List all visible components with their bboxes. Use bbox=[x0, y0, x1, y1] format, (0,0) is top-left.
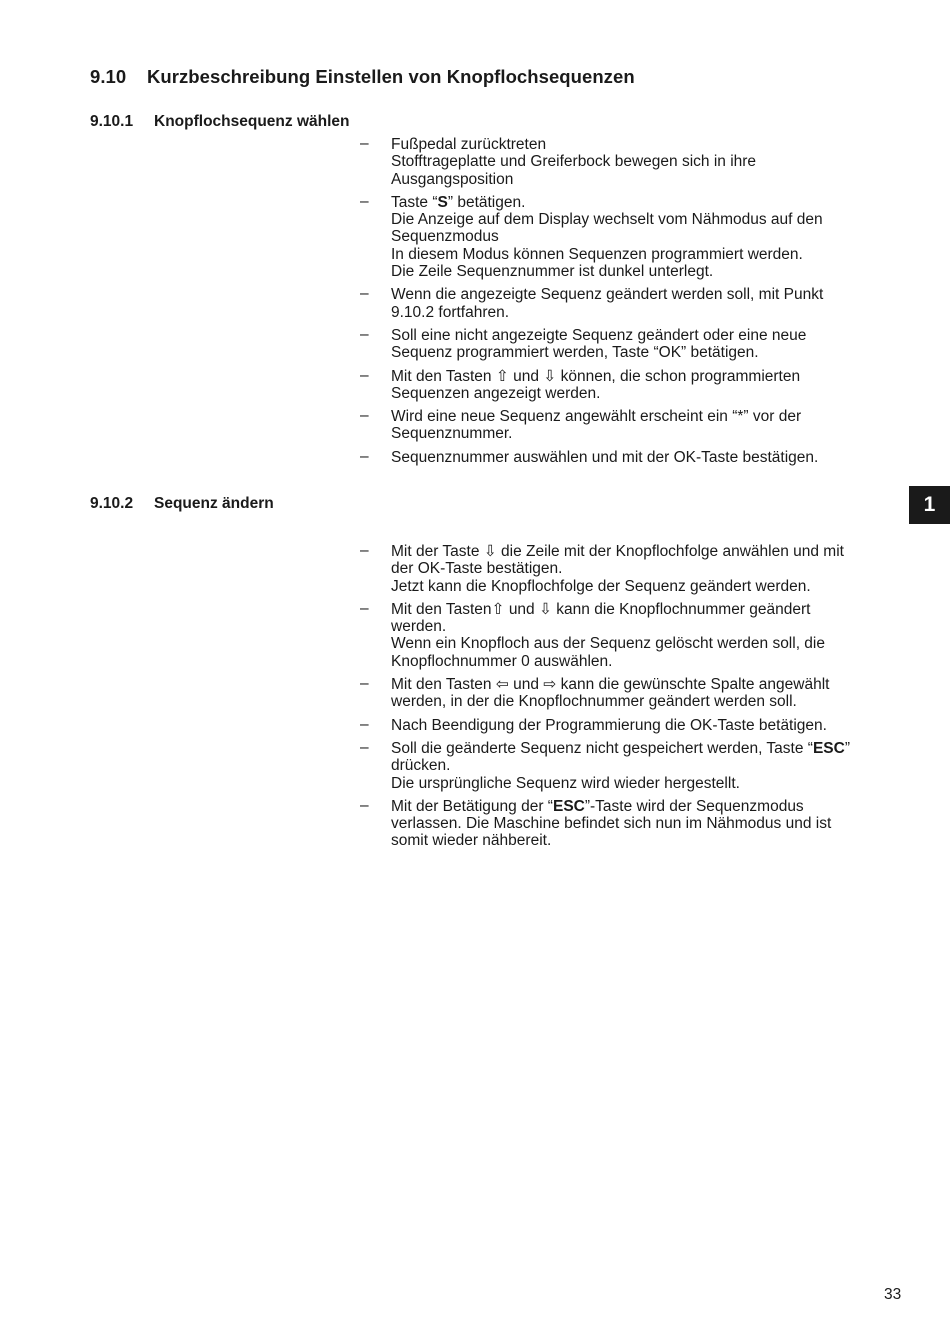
list-item-line: werden. bbox=[391, 618, 447, 636]
dash-bullet: – bbox=[360, 285, 369, 303]
list-item-line: Mit der Taste ⇩ die Zeile mit der Knopflochfolge anwählen und mit bbox=[391, 543, 844, 560]
list-item-line: Die Anzeige auf dem Display wechselt vom Nähmodus auf den bbox=[391, 211, 823, 229]
subsection-heading-9-10-2 bbox=[90, 495, 274, 513]
list-item-line: Wenn die angezeigte Sequenz geändert werden soll, mit Punkt bbox=[391, 286, 824, 304]
subsection-title-text: Knopflochsequenz wählen bbox=[154, 113, 350, 130]
list-item bbox=[360, 194, 915, 280]
list-item-line: der OK-Taste bestätigen. bbox=[391, 560, 563, 578]
dash-bullet: – bbox=[360, 599, 369, 617]
list-item bbox=[360, 798, 915, 850]
list-item bbox=[360, 717, 915, 734]
dash-bullet: – bbox=[360, 366, 369, 384]
key-label: ESC bbox=[812, 739, 845, 757]
list-item bbox=[360, 601, 915, 670]
text-segment: Mit der Betätigung der “ bbox=[391, 797, 553, 815]
text-segment: ” betätigen. bbox=[447, 193, 526, 211]
list-item bbox=[360, 136, 915, 188]
dash-bullet: – bbox=[360, 715, 369, 733]
list-item-line: drücken. bbox=[391, 757, 451, 775]
section-title-text: Kurzbeschreibung Einstellen von Knopflochsequenzen bbox=[147, 66, 635, 87]
text-segment: ”-Taste wird der Sequenzmodus bbox=[584, 797, 804, 815]
list-item-line: Soll eine nicht angezeigte Sequenz geändert oder eine neue bbox=[391, 326, 807, 344]
list-item-line: In diesem Modus können Sequenzen programmiert werden. bbox=[391, 245, 803, 263]
list-item bbox=[360, 408, 915, 443]
list-item bbox=[360, 286, 915, 321]
list-item bbox=[360, 676, 915, 711]
list-item bbox=[360, 543, 915, 595]
list-item bbox=[360, 368, 915, 403]
list-item-line: Sequenzen angezeigt werden. bbox=[391, 384, 601, 402]
list-item-line bbox=[391, 740, 915, 757]
list-item-line: Knopflochnummer 0 auswählen. bbox=[391, 652, 613, 670]
list-item bbox=[360, 327, 915, 362]
list-item-line: Wird eine neue Sequenz angewählt erscheint ein “*” vor der bbox=[391, 408, 802, 426]
list-item-line: Sequenz programmiert werden, Taste “OK” betätigen. bbox=[391, 344, 759, 362]
subsection-number: 9.10.2 bbox=[90, 495, 134, 512]
list-item-line: Wenn ein Knopfloch aus der Sequenz gelöscht werden soll, die bbox=[391, 635, 825, 653]
text-segment: Soll die geänderte Sequenz nicht gespeichert werden, Taste “ bbox=[391, 739, 813, 757]
dash-bullet: – bbox=[360, 447, 369, 465]
list-item-line: Sequenznummer auswählen und mit der OK-Taste bestätigen. bbox=[391, 448, 819, 466]
list-item-line: Mit den Tasten⇧ und ⇩ kann die Knopflochnummer geändert bbox=[391, 600, 811, 618]
list-item-line: Nach Beendigung der Programmierung die OK-Taste betätigen. bbox=[391, 716, 827, 734]
list-item-line: verlassen. Die Maschine befindet sich nun im Nähmodus und ist bbox=[391, 815, 832, 833]
list-item-line: somit wieder nähbereit. bbox=[391, 832, 552, 850]
dash-bullet: – bbox=[360, 675, 369, 693]
instruction-list-edit-sequence bbox=[360, 543, 915, 856]
list-item bbox=[360, 449, 915, 466]
dash-bullet: – bbox=[360, 738, 369, 756]
list-item-line bbox=[391, 798, 915, 815]
dash-bullet: – bbox=[360, 192, 369, 210]
dash-bullet: – bbox=[360, 796, 369, 814]
subsection-heading-9-10-1 bbox=[90, 113, 349, 131]
key-label: ESC bbox=[552, 797, 585, 815]
dash-bullet: – bbox=[360, 407, 369, 425]
page-number: 33 bbox=[884, 1286, 902, 1303]
list-item-line: werden, in der die Knopflochnummer geändert werden soll. bbox=[391, 693, 797, 711]
text-segment: Taste “ bbox=[391, 193, 438, 211]
list-item-line: Jetzt kann die Knopflochfolge der Sequenz geändert werden. bbox=[391, 577, 811, 595]
list-item-line: Die Zeile Sequenznummer ist dunkel unterlegt. bbox=[391, 263, 714, 281]
key-label: S bbox=[437, 193, 448, 211]
section-number: 9.10 bbox=[90, 66, 127, 87]
list-item-line: Mit den Tasten ⇦ und ⇨ kann die gewünschte Spalte angewählt bbox=[391, 676, 830, 694]
chapter-tab: 1 bbox=[909, 486, 950, 524]
list-item-line: Sequenznummer. bbox=[391, 425, 513, 443]
dash-bullet: – bbox=[360, 135, 369, 152]
list-item-line: Stofftrageplatte und Greiferbock bewegen sich in ihre bbox=[391, 153, 757, 171]
instruction-list-select-sequence bbox=[360, 136, 915, 472]
subsection-title-text: Sequenz ändern bbox=[154, 495, 274, 512]
list-item-line: Mit den Tasten ⇧ und ⇩ können, die schon programmierten bbox=[391, 367, 801, 385]
dash-bullet: – bbox=[360, 325, 369, 343]
list-item-line: Sequenzmodus bbox=[391, 228, 499, 246]
list-item-line: 9.10.2 fortfahren. bbox=[391, 303, 510, 321]
list-item-line bbox=[391, 194, 915, 211]
subsection-number: 9.10.1 bbox=[90, 113, 134, 130]
section-heading bbox=[90, 66, 635, 88]
list-item-line: Ausgangsposition bbox=[391, 170, 514, 188]
list-item-line: Die ursprüngliche Sequenz wird wieder hergestellt. bbox=[391, 774, 740, 792]
list-item bbox=[360, 740, 915, 792]
list-item-line: Fußpedal zurücktreten bbox=[391, 136, 547, 153]
text-segment: ” bbox=[844, 739, 850, 757]
dash-bullet: – bbox=[360, 542, 369, 559]
